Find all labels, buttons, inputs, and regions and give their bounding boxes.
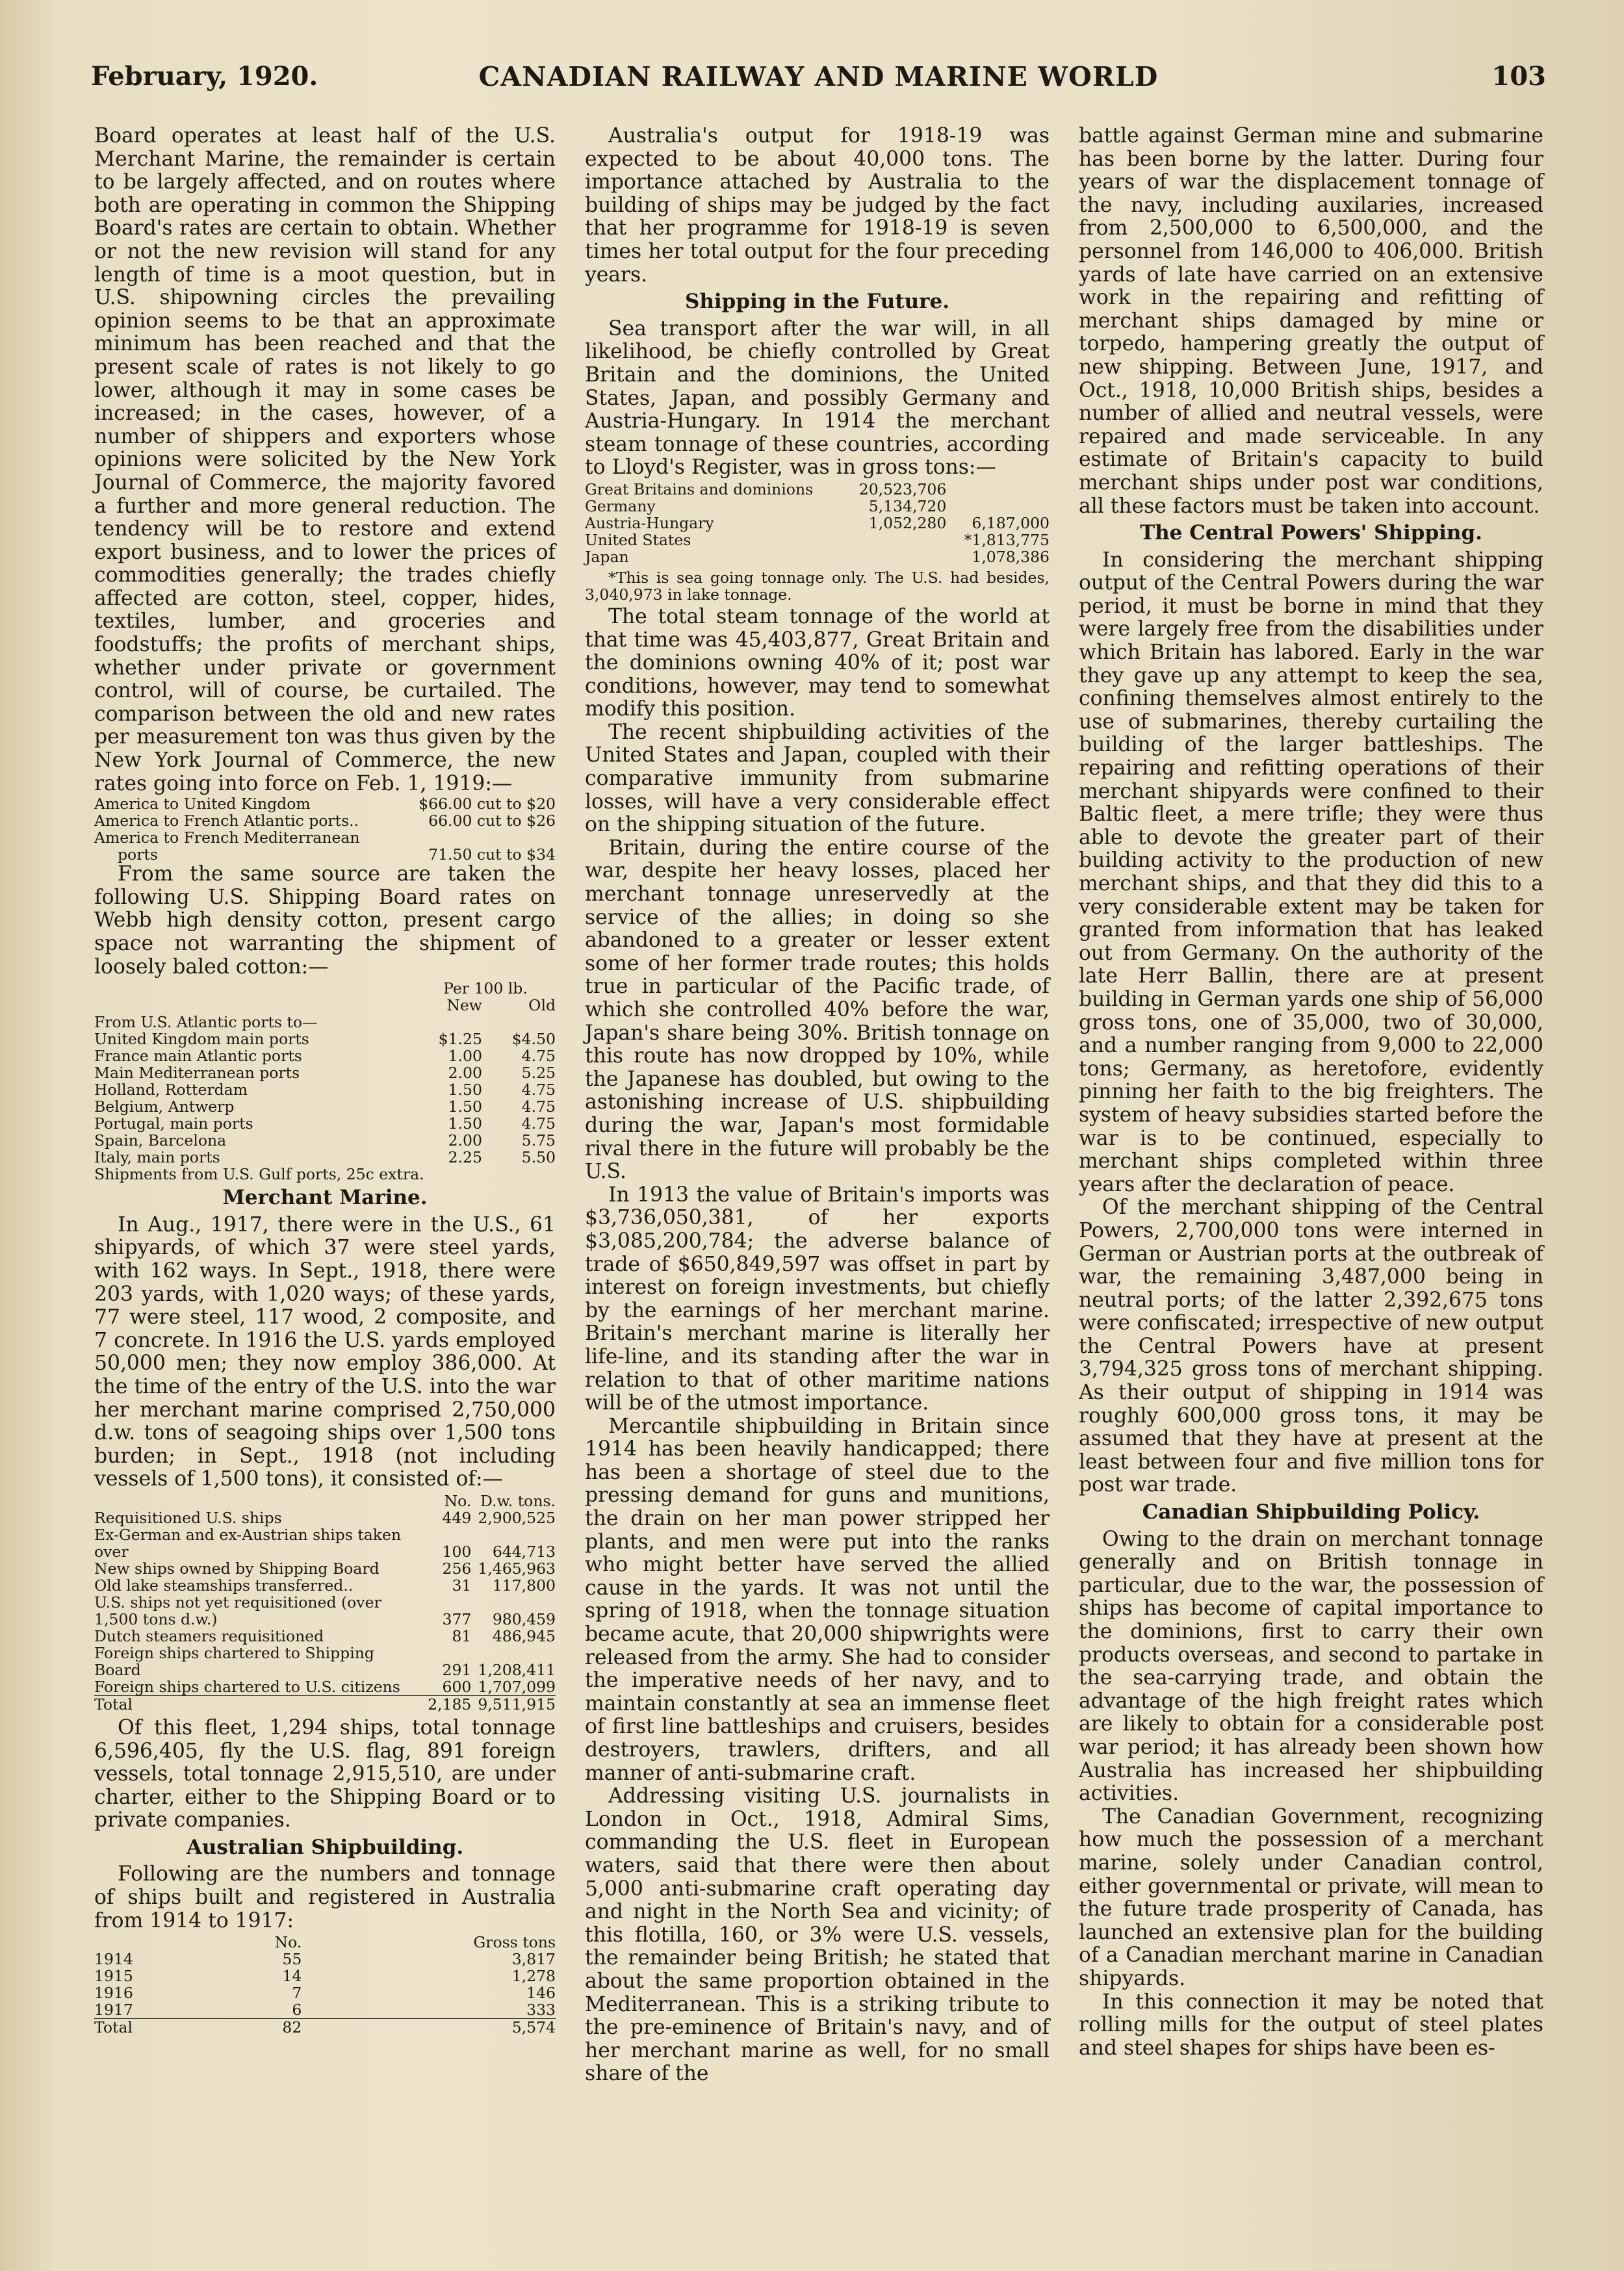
section-heading: Shipping in the Future. [684,290,950,314]
paragraph: The recent shipbuilding activities of the United States and Japan, coupled with their comparative immunity from submarine losses, will have a very considerable effect on the shipping situation of the future. [585,720,1050,837]
table-row: 1914 55 3,817 [94,1950,556,1969]
paragraph: In considering the merchant shipping output of the Central Powers during the war period, it must be borne in mind that they were largely free from the disabilities under which Britain has labored. Early in the war they gave up any attempt to keep the sea, confining themselves almost entirely to the use of submarines, thereby curtailing the building of the larger battleships. The repairing and refitting operations of their merchant shipyards were confined to their Baltic fleet, a mere trifle; they were thus able to devote the greater part of their building activity to the production of new merchant ships, and that they did this to a very considerable extent may be taken for granted from information that has leaked out from Germany. On the authority of the late Herr Ballin, there are at present building in German yards one ship of 56,000 gross tons, one of 35,000, two of 30,000, and a number ranging from 9,000 to 22,000 tons; Germany, as heretofore, evidently pinning her faith to the big freighters. The system of heavy subsidies started before the war is to be continued, especially to merchant ships completed within three years after the declaration of peace. [1079,548,1543,1196]
paragraph: In Aug., 1917, there were in the U.S., 61 shipyards, of which 37 were steel yards, with 162 ways. In Sept., 1918, there were 203 yards, with 1,020 ways; of these yards, 77 were steel, 117 wood, 2 composite, and 7 concrete. In 1916 the U.S. yards employed 50,000 men; they now employ 386,000. At the time of the entry of the U.S. into the war her merchant marine comprised 2,750,000 d.w. tons of seagoing ships over 1,500 tons burden; in Sept., 1918 (not including vessels of 1,500 tons), it consisted of:— [94,1212,556,1491]
table-row: Belgium, Antwerp 1.50 4.75 [94,1097,556,1116]
column-3 [1079,125,1543,2060]
paragraph: The total steam tonnage of the world at that time was 45,403,877, Great Britain and the dominions owning 40% of it; post war conditions, however, may tend to somewhat modify this position. [585,604,1050,721]
footnote: *This is sea going tonnage only. The U.S. had besides, 3,040,973 in lake tonnage. [585,568,1050,604]
paragraph: Britain, during the entire course of the war, despite her heavy losses, placed her merchant tonnage unreservedly at the service of the allies; in doing so she abandoned to a greater or lesser extent some of her former trade routes; this holds true in particular of the Pacific trade, of which she controlled 40% before the war, Japan's share being 30%. British tonnage on this route has now dropped by 10%, while the Japanese has doubled, but owing to the astonishing increase of U.S. shipbuilding during the war, Japan's most formidable rival there in the future will probably be the U.S. [585,836,1050,1184]
table-row: 1916 7 146 [94,1984,556,2003]
paragraph: Addressing visiting U.S. journalists in London in Oct., 1918, Admiral Sims, commanding the U.S. fleet in European waters, said that there were then about 5,000 anti-submarine craft operating day and night in the North Sea and vicinity; of this flotilla, 160, or 3% were U.S. vessels, the remainder being British; he stated that about the same proportion obtained in the Mediterranean. This is a striking tribute to the pre-eminence of Britain's navy, and of her merchant marine as well, for no small share of the [585,1784,1050,2086]
table-row: Holland, Rotterdam 1.50 4.75 [94,1081,556,1099]
section-heading: Merchant Marine. [222,1186,428,1210]
rate-row: America to French Atlantic ports.. 66.00 cut to $26 [94,812,556,830]
cotton-rates-table: Per 100 lb. New Old From U.S. Atlantic ports to— United Kingdom main ports $1.25 $4.50 France main Atlantic ports 1.00 4.75 Main Mediterranean ports 2.00 5.25 Holland, Rotterdam 1.50 4.75 Belgium, Antwerp 1.50 4.75 Portugal, main ports 1.50 4.75 Spain, Barcelona 2.00 5.75 Italy, main ports 2.25 5.50 Shipments from U.S. Gulf ports, 25c extra. [94,979,556,1184]
table-row: Italy, main ports 2.25 5.50 [94,1148,556,1167]
table-row: Great Britains and dominions 20,523,706 [585,480,947,498]
paragraph: From the same source are taken the following U.S. Shipping Board rates on Webb high density cotton, present cargo space not warranting the shipment of loosely baled cotton:— [94,862,556,979]
table-row: New ships owned by Shipping Board 256 1,465,963 [94,1559,556,1578]
table-row: United States *1,813,775 [585,530,1050,549]
table-row: 1915 14 1,278 [94,1967,556,1986]
table-row: United Kingdom main ports $1.25 $4.50 [94,1030,556,1049]
paragraph: In 1913 the value of Britain's imports was $3,736,050,381, of her exports $3,085,200,784; the adverse balance of trade of $650,849,597 was offset in part by interest on foreign investments, but chiefly by the earnings of her merchant marine. Britain's merchant marine is literally her life-line, and its standing after the war in relation to that of other maritime nations will be of the utmost importance. [585,1183,1050,1415]
paragraph: Of this fleet, 1,294 ships, total tonnage 6,596,405, fly the U.S. flag, 891 foreign vessels, total tonnage 2,915,510, are under charter, either to the Shipping Board or to private companies. [94,1715,556,1832]
table-row: U.S. ships not yet requisitioned (over 1,500 tons d.w.) 377 980,459 [94,1593,556,1628]
rate-row: America to French Mediterranean [94,828,360,847]
column-2 [585,125,1050,2086]
table-row: Japan 1,078,386 [585,547,1050,566]
table-row: Portugal, main ports 1.50 4.75 [94,1114,556,1133]
table-row: Austria-Hungary 1,052,280 6,187,000 [585,513,1050,532]
table-total-row: Total 82 5,574 [94,2018,556,2037]
table-row: Germany 5,134,720 [585,496,947,515]
table-row: Old lake steamships transferred.. 31 117,800 [94,1576,556,1595]
table-row: Foreign ships chartered to Shipping Board 291 1,208,411 [94,1643,556,1679]
paragraph: Sea transport after the war will, in all likelihood, be chiefly controlled by Great Britain and the dominions, the United States, Japan, and possibly Germany and Austria-Hungary. In 1914 the merchant steam tonnage of these countries, according to Lloyd's Register, was in gross tons:— [585,316,1050,480]
rate-comparison-table [94,795,556,863]
paragraph: Mercantile shipbuilding in Britain since 1914 has been heavily handicapped; there has been a shortage of steel due to the pressing demand for guns and munitions, the drain on her man power stripped her plants, and men were put into the ranks who might better have served the allied cause in the yards. It was not until the spring of 1918, when the tonnage situation became acute, that 20,000 shipwrights were released from the army. She had to consider the imperative needs of her navy, and to maintain constantly at sea an immense fleet of first line battleships and cruisers, besides destroyers, trawlers, drifters, and all manner of anti-submarine craft. [585,1414,1050,1785]
australia-ships-table: No. Gross tons 1914 55 3,817 1915 14 1,278 1916 7 146 1917 6 333 Total 82 5,574 [94,1933,556,2037]
section-heading: Australian Shipbuilding. [186,1835,464,1859]
table-row: Main Mediterranean ports 2.00 5.25 [94,1064,556,1083]
table-row: Foreign ships chartered to U.S. citizens 600 1,707,099 [94,1677,556,1696]
table-row: France main Atlantic ports 1.00 4.75 [94,1047,556,1066]
paragraph: The Canadian Government, recognizing how much the possession of a merchant marine, solely under Canadian control, either governmental or private, will mean to the future trade prosperity of Canada, has launched an extensive plan for the building of a Canadian merchant marine in Canadian shipyards. [1079,1804,1543,1990]
rate-row: ports 71.50 cut to $34 [118,845,556,864]
table-row: Spain, Barcelona 2.00 5.75 [94,1131,556,1150]
paragraph: Owing to the drain on merchant tonnage generally and on British tonnage in particular, due to the war, the possession of ships has become of capital importance to the dominions, first to carry their own products overseas, and second to partake in the sea-carrying trade, and obtain the advantage of the high freight rates which are likely to obtain for a considerable post war period; it has already been shown how Australia has increased her shipbuilding activities. [1079,1527,1543,1806]
page-number: 103 [1491,61,1546,92]
rate-row: America to United Kingdom $66.00 cut to $20 [94,795,556,814]
table-row: Ex-German and ex-Austrian ships taken over 100 644,713 [94,1525,556,1561]
paragraph: Following are the numbers and tonnage of ships built and registered in Australia from 1914 to 1917: [94,1862,556,1932]
table-row: Requisitioned U.S. ships 449 2,900,525 [94,1508,556,1527]
issue-date: February, 1920. [91,61,318,92]
table-row: 1917 6 333 [94,2001,556,2020]
column-1 [94,125,556,2040]
page-header [91,61,1546,100]
table-row: Dutch steamers requisitioned 81 486,945 [94,1626,556,1645]
paragraph: Australia's output for 1918-19 was expected to be about 40,000 tons. The importance attached by Australia to the building of ships may be judged by the fact that her programme for 1918-19 is seven times her total output for the four preceding years. [585,124,1050,287]
section-heading: Canadian Shipbuilding Policy. [1142,1500,1480,1524]
publication-title: CANADIAN RAILWAY AND MARINE WORLD [478,61,1159,92]
tonnage-table [585,481,1050,565]
table-total-row: Total 2,185 9,511,915 [94,1695,556,1713]
paragraph: Board operates at least half of the U.S. Merchant Marine, the remainder is certain to be largely affected, and on routes where both are operating in common the Shipping Board's rates are certain to obtain. Whether or not the new revision will stand for any length of time is a moot question, but in U.S. shipowning circles the prevailing opinion seems to be that an approximate minimum has been reached and that the present scale of rates is not likely to go lower, although it may in some cases be increased; in the cases, however, of a number of shippers and exporters whose opinions were solicited by the New York Journal of Commerce, the majority favored a further and more general reduction. The tendency will be to restore and extend export business, and to lower the prices of commodities generally; the trades chiefly affected are cotton, steel, copper, hides, textiles, lumber, and groceries and foodstuffs; the profits of merchant ships, whether under private or government control, will of course, be curtailed. The comparison between the old and new rates per measurement ton was thus given by the New York Journal of Commerce, the new rates going into force on Feb. 1, 1919:— [94,124,556,795]
fleet-table: No. D.w. tons. Requisitioned U.S. ships 449 2,900,525 Ex-German and ex-Austrian ships taken over 100 644,713 New ships owned by Shipping Board 256 1,465,963 Old lake steamships transferred.. 31 117,800 U.S. ships not yet requisitioned (over 1,500 tons d.w.) 377 980,459 Dutch steamers requisitioned 81 486,945 Foreign ships chartered to Shipping Board 291 1,208,411 Foreign ships chartered to U.S. citizens 600 1,707,099 Total 2,185 9,511,915 [94,1491,556,1713]
paragraph: Of the merchant shipping of the Central Powers, 2,700,000 tons were interned in German or Austrian ports at the outbreak of war, the remaining 3,487,000 being in neutral ports; of the latter 2,392,675 tons were confiscated; irrespective of new output the Central Powers have at present 3,794,325 gross tons of merchant shipping. As their output of shipping in 1914 was roughly 600,000 gross tons, it may be assumed that they have at present at the least between four and five million tons for post war trade. [1079,1196,1543,1497]
paragraph: In this connection it may be noted that rolling mills for the output of steel plates and steel shapes for ships have been es- [1079,1990,1543,2060]
paragraph: battle against German mine and submarine has been borne by the latter. During four years of war the displacement tonnage of the navy, including auxilaries, increased from 2,500,000 to 6,500,000, and the personnel from 146,000 to 406,000. British yards of late have carried on an extensive work in the repairing and refitting of merchant ships damaged by mine or torpedo, hampering greatly the output of new shipping. Between June, 1917, and Oct., 1918, 10,000 British ships, besides a number of allied and neutral vessels, were repaired and made serviceable. In any estimate of Britain's capacity to build merchant ships under post war conditions, all these factors must be taken into account. [1079,124,1543,518]
section-heading: The Central Powers' Shipping. [1140,521,1482,545]
